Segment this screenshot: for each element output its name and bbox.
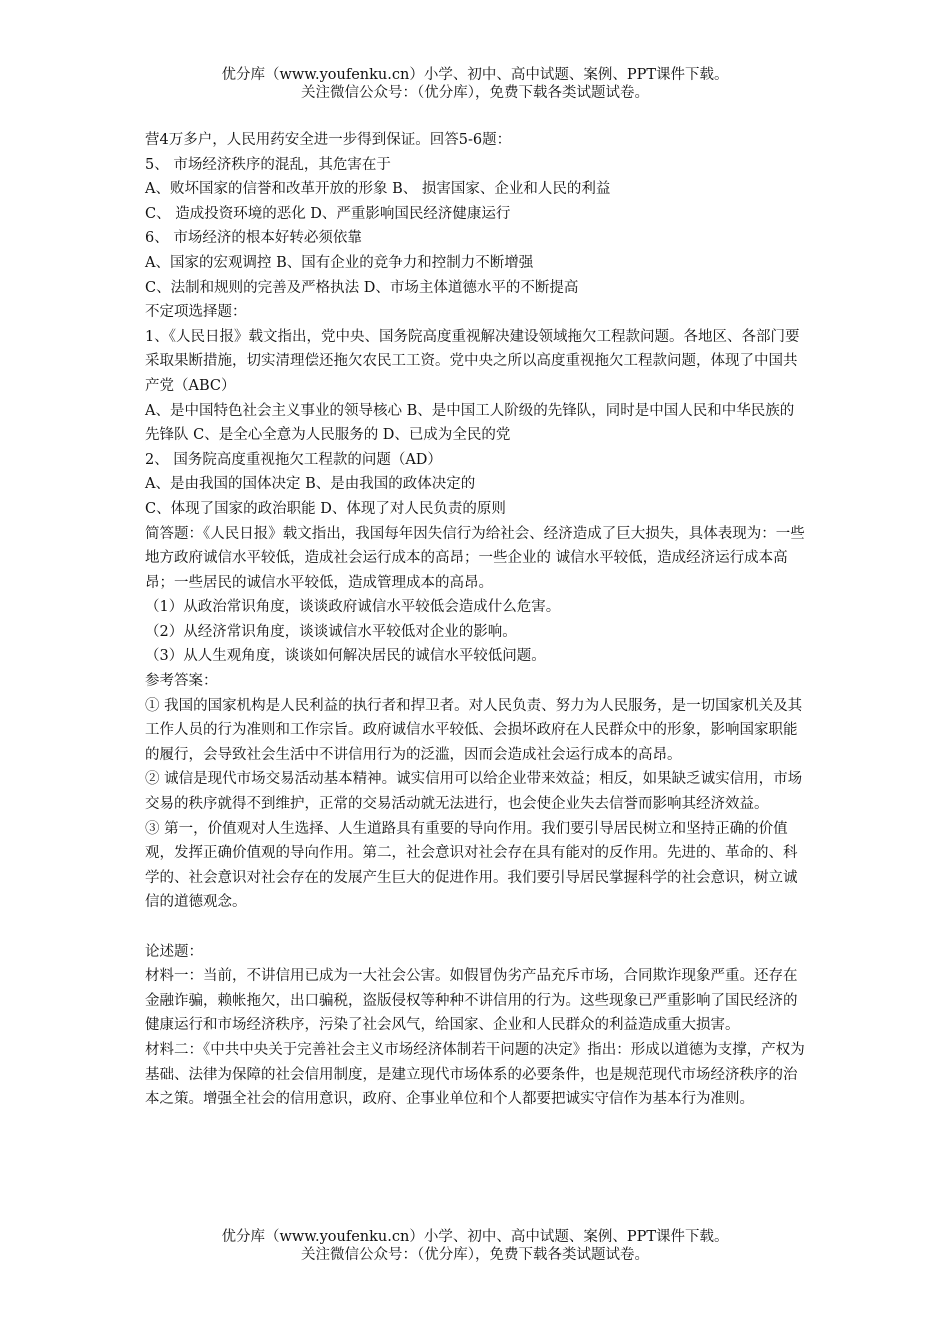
question-5-options-cd: C、 造成投资环境的恶化 D、严重影响国民经济健康运行 xyxy=(145,205,511,222)
blank-line xyxy=(145,915,808,940)
essay-heading: 论述题： xyxy=(145,943,203,960)
sub-question-1: （1）从政治常识角度，谈谈政府诚信水平较低会造成什么危害。 xyxy=(145,599,561,616)
question-5-options-ab: A、败坏国家的信誉和改革开放的形象 B、 损害国家、企业和人民的利益 xyxy=(145,181,611,198)
answer-3: ③ 第一，价值观对人生选择、人生道路具有重要的导向作用。我们要引导居民树立和坚持正确的价值观，发挥正确价值观的导向作用。第二，社会意识对社会存在具有能对的反作用。先进的、革命的、科学的、社会意识对社会存在的发展产生巨大的促进作用。我们要引导居民掌握科学的社会意识，树立诚信的道德观念。 xyxy=(145,820,798,911)
paragraph: 营4万多户，人民用药安全进一步得到保证。回答5-6题： xyxy=(145,132,512,148)
answer-heading: 参考答案： xyxy=(145,673,218,690)
multi-question-2-options-cd: C、体现了国家的政治职能 D、体现了对人民负责的原则 xyxy=(145,500,506,517)
multi-question-1-options: A、是中国特色社会主义事业的领导核心 B、是中国工人阶级的先锋队，同时是中国人民和中华民族的先锋队 C、是全心全意为人民服务的 D、已成为全民的党 xyxy=(145,402,795,444)
question-6: 6、 市场经济的根本好转必须依靠 xyxy=(145,230,362,247)
question-6-options-cd: C、法制和规则的完善及严格执法 D、市场主体道德水平的不断提高 xyxy=(145,279,579,296)
question-6-options-ab: A、国家的宏观调控 B、国有企业的竞争力和控制力不断增强 xyxy=(145,254,534,271)
question-5: 5、 市场经济秩序的混乱，其危害在于 xyxy=(145,156,391,173)
document-body xyxy=(145,128,808,1112)
material-1: 材料一：当前，不讲信用已成为一大社会公害。如假冒伪劣产品充斥市场，合同欺诈现象严重。还存在金融诈骗，赖帐拖欠，出口骗税，盗版侵权等种种不讲信用的行为。这些现象已严重影响了国民经济的健康运行和市场经济秩序，污染了社会风气，给国家、企业和人民群众的利益造成重大损害。 xyxy=(145,968,798,1034)
footer-line-2: 关注微信公众号：（优分库），免费下载各类试题试卷。 xyxy=(301,1247,649,1263)
multi-question-1: 1、《人民日报》载文指出，党中央、国务院高度重视解决建设领域拖欠工程款问题。各地区、各部门要采取果断措施，切实清理偿还拖欠农民工工资。党中央之所以高度重视拖欠工程款问题，体现了中国共产党（ABC） xyxy=(145,328,800,394)
material-2: 材料二：《中共中央关于完善社会主义市场经济体制若干问题的决定》指出：形成以道德为支撑，产权为基础、法律为保障的社会信用制度，是建立现代市场体系的必要条件，也是规范现代市场经济秩序的治本之策。增强全社会的信用意识，政府、企事业单位和个人都要把诚实守信作为基本行为准则。 xyxy=(145,1041,805,1108)
header-line-2: 关注微信公众号：（优分库），免费下载各类试题试卷。 xyxy=(301,85,649,101)
short-answer-question: 简答题：《人民日报》载文指出，我国每年因失信行为给社会、经济造成了巨大损失，具体表现为：一些地方政府诚信水平较低，造成社会运行成本的高昂；一些企业的 诚信水平较低，造成经济运行成本高昂；一些居民的诚信水平较低，造成管理成本的高昂。 xyxy=(145,525,805,591)
sub-question-3: （3）从人生观角度，谈谈如何解决居民的诚信水平较低问题。 xyxy=(145,648,546,665)
answer-1: ① 我国的国家机构是人民利益的执行者和捍卫者。对人民负责、努力为人民服务，是一切国家机关及其工作人员的行为准则和工作宗旨。政府诚信水平较低、会损坏政府在人民群众中的形象，影响国家职能的履行，会导致社会生活中不讲信用行为的泛滥，因而会造成社会运行成本的高昂。 xyxy=(145,697,803,763)
page-footer xyxy=(0,1228,950,1264)
multi-question-2: 2、 国务院高度重视拖欠工程款的问题（AD） xyxy=(145,451,442,468)
multi-question-2-options-ab: A、是由我国的国体决定 B、是由我国的政体决定的 xyxy=(145,476,476,493)
answer-2: ② 诚信是现代市场交易活动基本精神。诚实信用可以给企业带来效益；相反，如果缺乏诚实信用，市场交易的秩序就得不到维护，正常的交易活动就无法进行，也会使企业失去信誉而影响其经济效益。 xyxy=(145,771,803,813)
page-header xyxy=(0,66,950,102)
section-heading-multi-choice: 不定项选择题： xyxy=(145,304,247,321)
sub-question-2: （2）从经济常识角度，谈谈诚信水平较低对企业的影响。 xyxy=(145,623,517,640)
footer-line-1: 优分库（www.youfenku.cn）小学、初中、高中试题、案例、PPT课件下载。 xyxy=(221,1229,729,1245)
header-line-1: 优分库（www.youfenku.cn）小学、初中、高中试题、案例、PPT课件下载。 xyxy=(221,67,729,83)
